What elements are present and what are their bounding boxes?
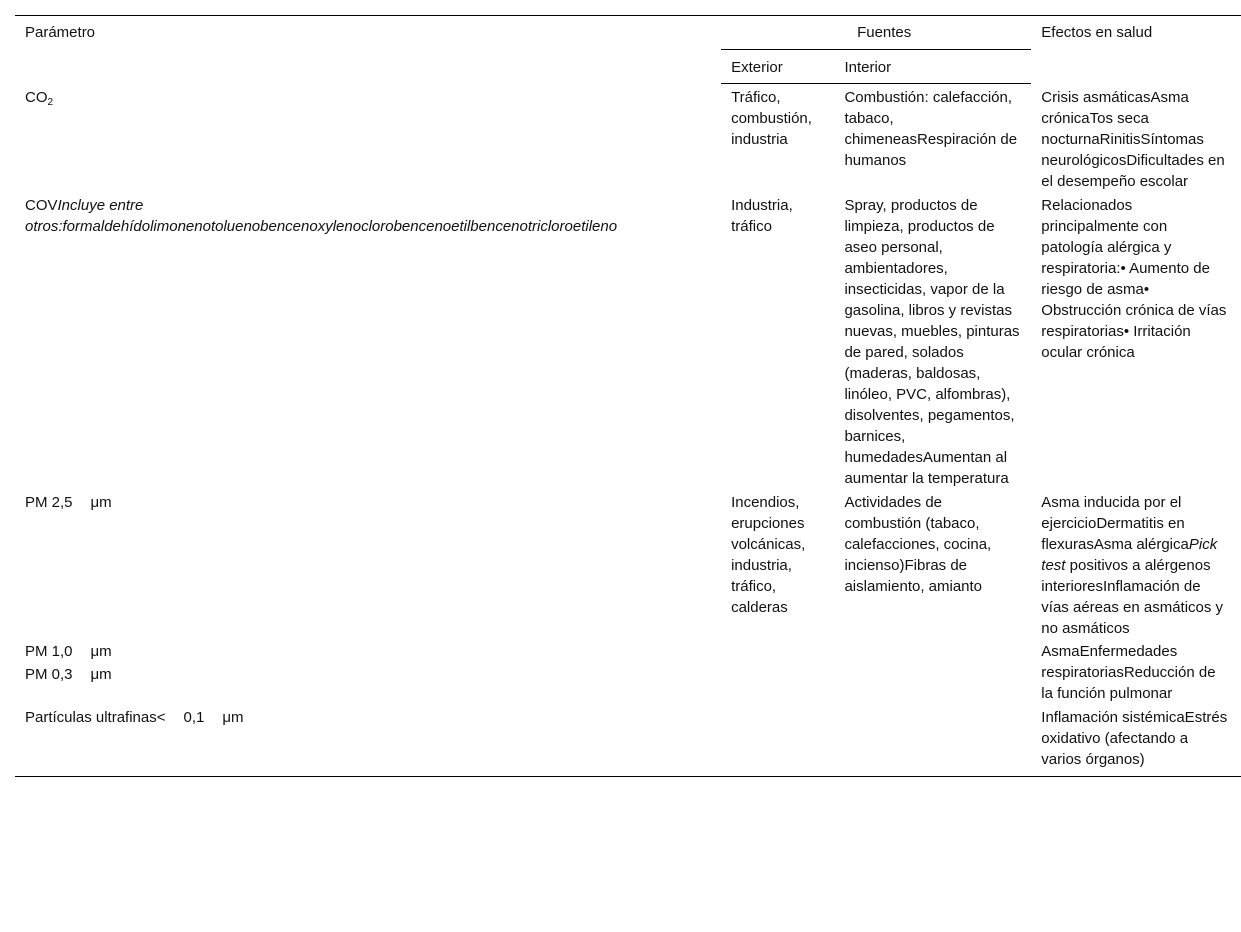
param-label: CO: [25, 88, 48, 106]
effects-italic: Pick test: [1041, 535, 1218, 574]
cell-parametro: [15, 639, 721, 704]
cell-exterior: Incendios, erupciones volcánicas, industria, tráfico, calderas: [731, 493, 806, 616]
effects-text: Asma inducida por el ejercicioDermatitis en flexurasAsma alérgica: [1041, 493, 1189, 553]
table-row: [15, 489, 1241, 639]
header-parametro: Parámetro: [15, 16, 721, 84]
cell-interior: [834, 639, 1031, 704]
cell-parametro: [15, 489, 721, 639]
param-subscript: 2: [47, 96, 54, 108]
cell-exterior: [721, 639, 834, 704]
cell-interior: Actividades de combustión (tabaco, calefacciones, cocina, incienso)Fibras de aislamiento, amianto: [844, 493, 992, 595]
header-interior: Interior: [834, 50, 1031, 84]
table-row: [15, 639, 1241, 704]
cell-parametro: [15, 192, 721, 489]
table-container: [15, 15, 1241, 777]
table-row: [15, 192, 1241, 489]
header-efectos: Efectos en salud: [1031, 16, 1241, 84]
cell-parametro: [15, 84, 721, 192]
cell-exterior: Industria, tráfico: [731, 196, 793, 235]
header-exterior: Exterior: [721, 50, 834, 84]
data-table: [15, 15, 1241, 777]
param-unit: μm: [222, 708, 244, 726]
cell-parametro: [15, 704, 721, 777]
cell-efectos: Relacionados principalmente con patología alérgica y respiratoria:• Aumento de riesgo de asma• Obstrucción crónica de vías respiratorias• Irritación ocular crónica: [1041, 196, 1227, 361]
table-row: [15, 84, 1241, 192]
param-label: Partículas ultrafinas<: [25, 708, 166, 726]
header-fuentes: [721, 16, 1031, 50]
cell-interior: [834, 704, 1031, 777]
param-label-2: PM 0,3: [25, 665, 73, 683]
param-unit: μm: [90, 642, 112, 660]
cell-interior: Combustión: calefacción, tabaco, chimeneasRespiración de humanos: [844, 89, 1018, 169]
table-body: [15, 84, 1241, 777]
param-label: PM 2,5: [25, 493, 73, 511]
param-value: 0,1: [183, 708, 205, 726]
cell-efectos: Inflamación sistémicaEstrés oxidativo (afectando a varios órganos): [1031, 704, 1241, 777]
cell-interior: Spray, productos de limpieza, productos de aseo personal, ambientadores, insecticidas, vapor de la gasolina, libros y revistas nuevas, muebles, pinturas de pared, solados (maderas, baldosas, linóleo, PVC, alfombras), disolventes, pegamentos, barnices, humedadesAumentan al aumentar la temperatura: [844, 196, 1020, 487]
param-unit-2: μm: [90, 665, 112, 683]
effects-text-cont: positivos a alérgenos interioresInflamación de vías aéreas en asmáticos y no asmáticos: [1041, 556, 1224, 637]
table-row: [15, 704, 1241, 777]
cell-efectos: [1031, 489, 1241, 639]
cell-exterior: Tráfico, combustión, industria: [731, 89, 812, 148]
param-label: COV: [25, 196, 58, 214]
header-fuentes-label: Fuentes: [857, 24, 912, 41]
cell-exterior: [721, 704, 834, 777]
param-unit: μm: [90, 493, 112, 511]
cell-efectos: Crisis asmáticasAsma crónicaTos seca nocturnaRinitisSíntomas neurológicosDificultades en el desempeño escolar: [1041, 88, 1225, 190]
cell-efectos: AsmaEnfermedades respiratoriasReducción de la función pulmonar: [1041, 642, 1216, 702]
param-note: Incluye entre otros:formaldehídolimonenotoluenobencenoxylenoclorobencenoetilbencenotricloroetileno: [25, 196, 618, 235]
param-label: PM 1,0: [25, 642, 73, 660]
table-header: [15, 16, 1241, 84]
